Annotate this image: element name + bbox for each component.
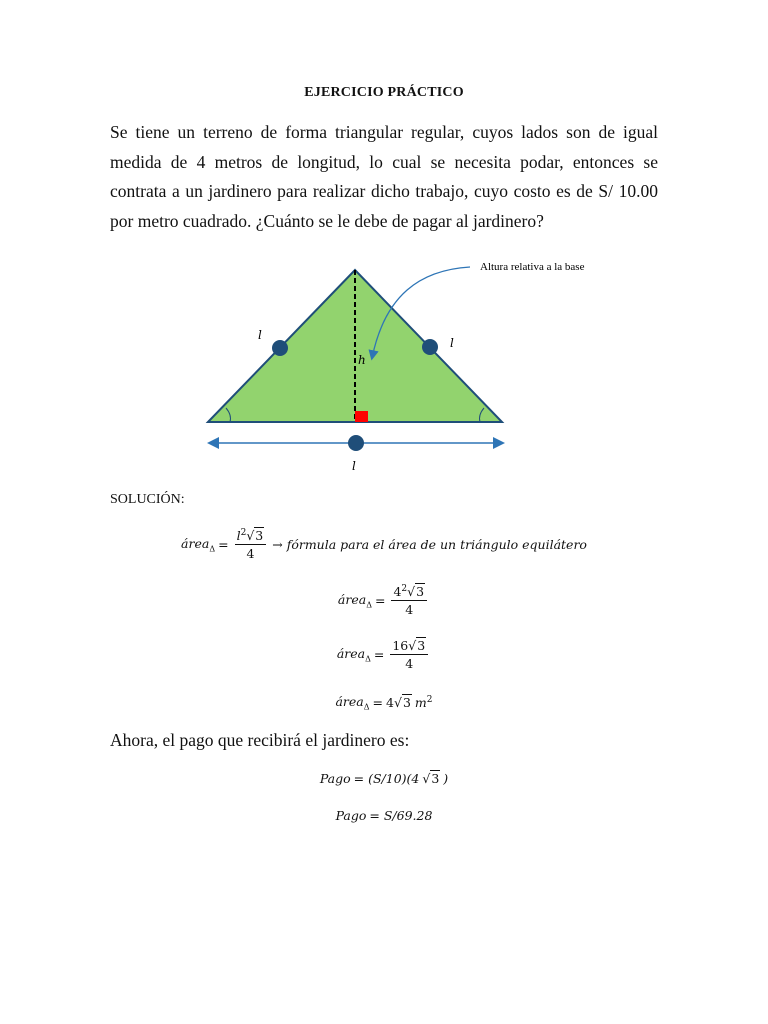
triangle-diagram xyxy=(0,250,768,480)
formula-description: → fórmula para el área de un triángulo equilátero xyxy=(272,537,587,553)
annotation-text: Altura relativa a la base xyxy=(480,261,585,273)
side-label-left: l xyxy=(258,328,262,342)
payment-formula: Pago = (S/10)(4 √3 ) xyxy=(319,771,449,786)
side-label-right: l xyxy=(450,336,454,350)
exercise-title: EJERCICIO PRÁCTICO xyxy=(304,85,464,100)
area-formula: área$_\Delta$ = $\frac{l^2√3}{4}$ → fórmula para el área de un triángulo equilátero xyxy=(181,528,587,562)
height-label: h xyxy=(358,353,366,367)
side-marker-left xyxy=(272,340,288,356)
base-marker xyxy=(348,435,364,451)
side-marker-right xyxy=(422,339,438,355)
right-angle-marker xyxy=(355,411,368,422)
solution-label: SOLUCIÓN: xyxy=(110,492,185,507)
area-result: área$_\Delta$ = 4√3 $m^2$ xyxy=(335,694,433,712)
area-simplified: área$_\Delta$ = $\frac{16√3}{4}$ xyxy=(0,638,768,671)
area-substitution: área$_\Delta$ = $\frac{4^2√3}{4}$ xyxy=(0,584,768,617)
payment-intro: Ahora, el pago que recibirá el jardinero es: xyxy=(110,730,410,750)
base-label: l xyxy=(352,459,356,473)
payment-result: Pago = S/69.28 xyxy=(335,808,433,823)
area-symbol: área$_\Delta$ xyxy=(181,535,216,554)
fraction: $\frac{l^2√3}{4}$ xyxy=(235,528,267,561)
problem-statement: Se tiene un terreno de forma triangular regular, cuyos lados son de igual medida de 4 metros de longitud, lo cual se necesita podar, entonces se contrata a un jardinero para realizar dicho trabajo, cuyo costo es de S/ 10.00 por metro cuadrado. ¿Cuánto se le debe de pagar al jardinero? xyxy=(110,122,658,231)
